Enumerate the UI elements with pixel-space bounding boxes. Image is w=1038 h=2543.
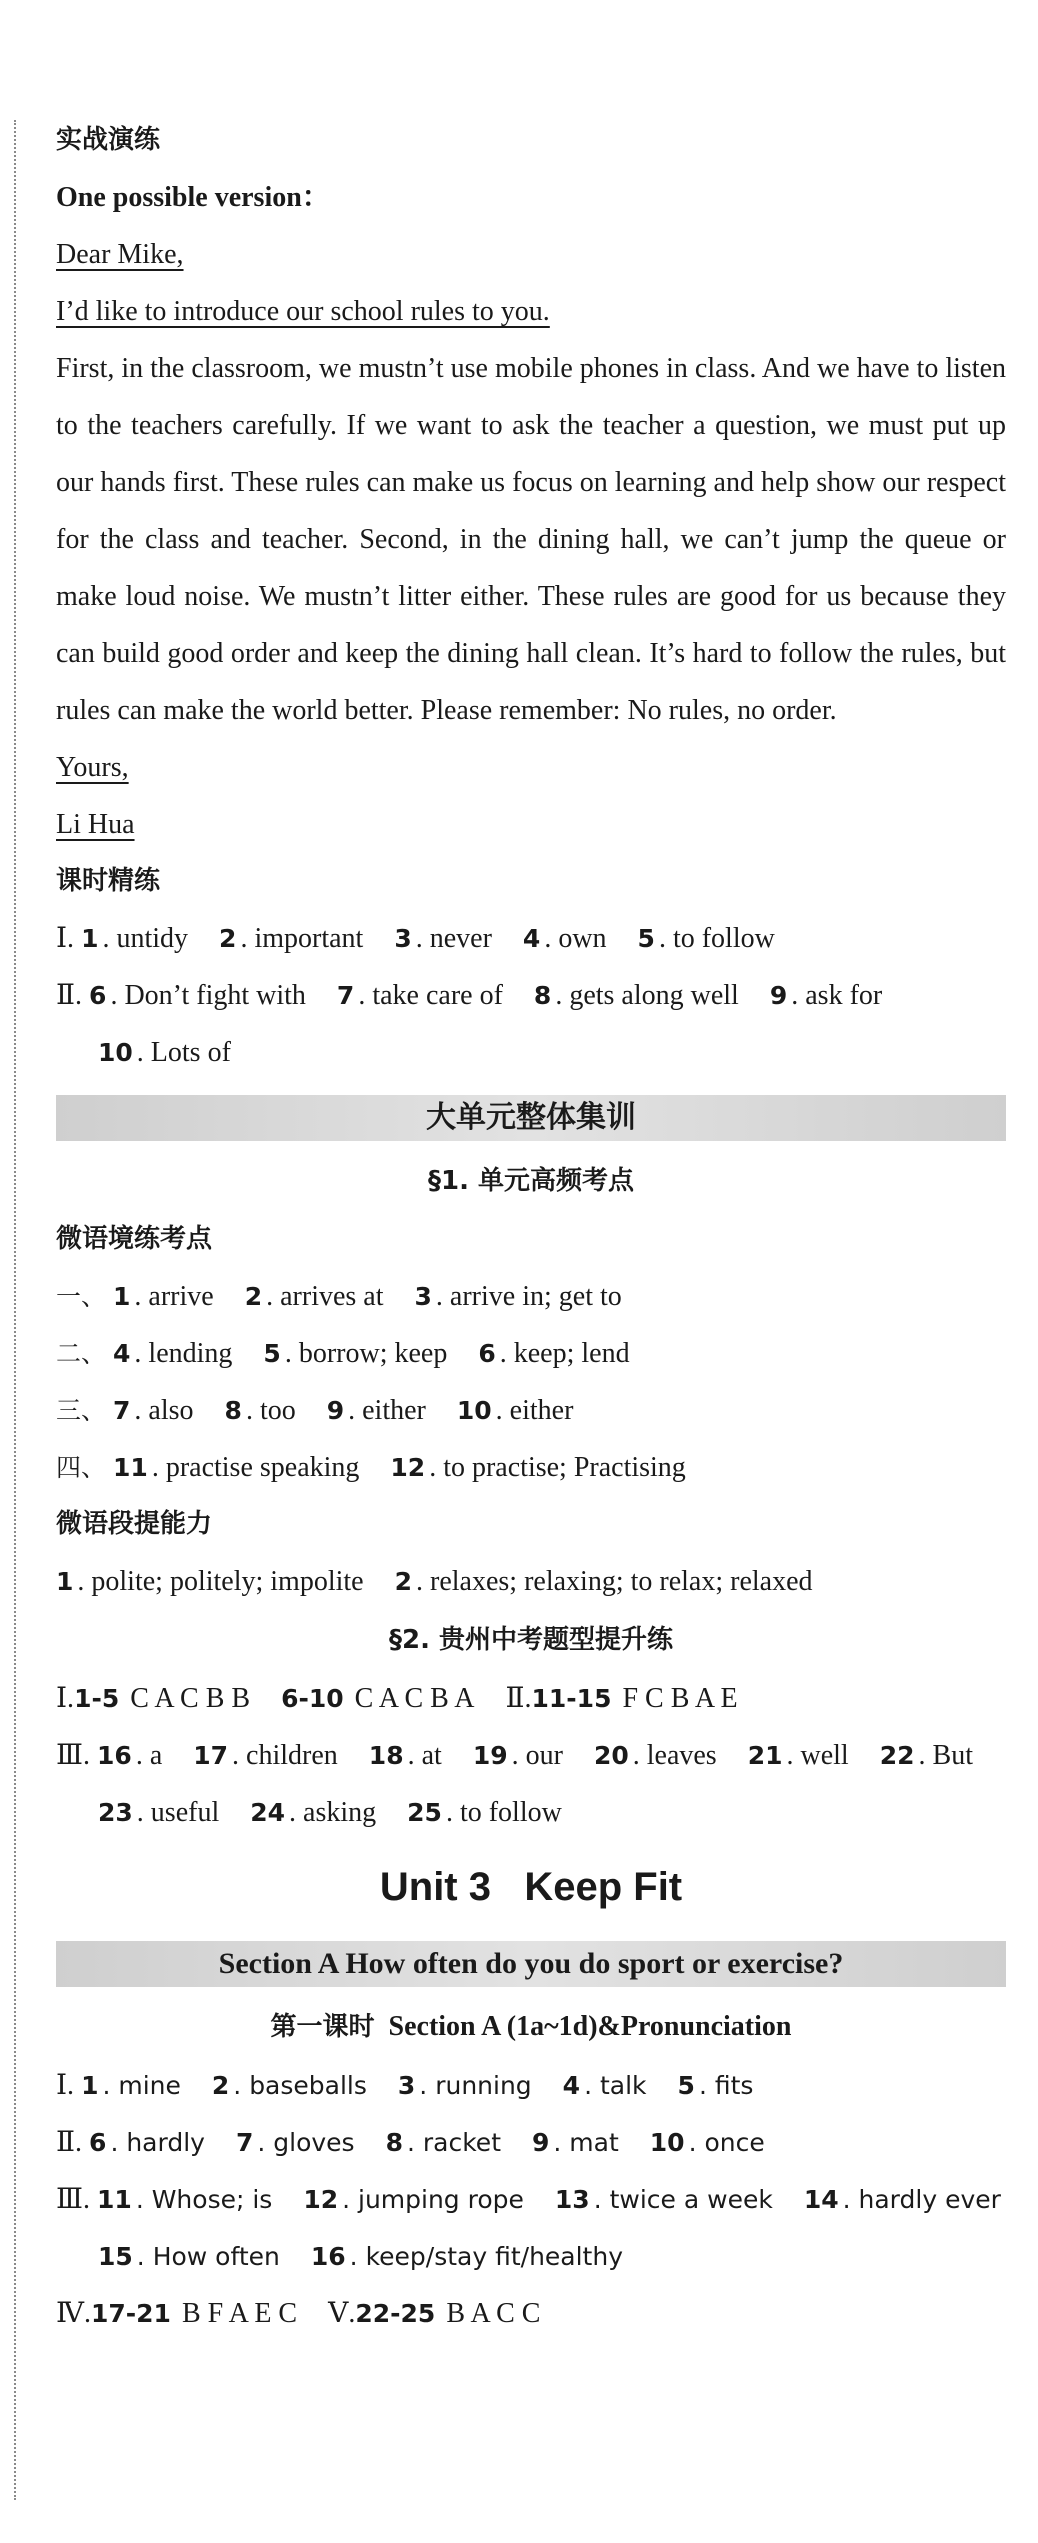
lesson-part2-cont [56,1024,1006,1081]
unit3-part2-row: Ⅱ. 6 . hardly 7 . gloves 8 . racket 9 . mat 10 . once [56,2127,765,2158]
greeting-text: Dear Mike, [56,239,184,270]
unit3-part3-row: Ⅲ. 11 . Whose; is 12 . jumping rope 13 . twice a week 14 . hardly ever [56,2184,1001,2215]
micro-row: 二、 4 . lending 5 . borrow; keep 6 . keep; lend [56,1338,630,1369]
answer-item: 3 . never [394,923,492,954]
answer-item: 1 . mine [81,2071,181,2100]
answer-item: 5 . fits [677,2071,754,2100]
margin-dotted-line [14,120,16,2500]
answer-item: 19 . our [472,1740,563,1771]
answer-item: 5 . borrow; keep [263,1338,448,1369]
answer-item: 18 . at [368,1740,442,1771]
answer-item: 7 . also [113,1395,194,1426]
signature-text: Li Hua [56,809,135,840]
answer-item: 6 . keep; lend [478,1338,630,1369]
answer-item: 17 . children [193,1740,338,1771]
answer-item: 8 . gets along well [533,980,739,1011]
sec2-title: §2. 贵州中考题型提升练 [388,1625,674,1655]
answer-item: 1 . polite; politely; impolite [56,1566,364,1597]
answer-item: 9 . either [326,1395,426,1426]
answer-item: 20 . leaves [593,1740,717,1771]
letter-greeting [56,226,1006,283]
answer-item: 8 . too [224,1395,296,1426]
answer-item: 6 . Don’t fight with [89,980,306,1011]
answer-item: 22 . But [879,1740,973,1771]
answer-item: 15 . How often [98,2242,280,2271]
letter-body: First, in the classroom, we mustn’t use mobile phones in class. And we have to listen to the teachers carefully. If we want to ask the teacher a question, we must put up our hands first. These rules can make us focus on learning and help show our respect for the class and teacher. Second, in the dining hall, we can’t jump the queue or make loud noise. We mustn’t litter either. These rules are good for us because they can build good order and keep the dining hall clean. It’s hard to follow the rules, but rules can make the world better. Please remember: No rules, no order. [56,353,1006,726]
answer-item: 12 . jumping rope [303,2185,524,2214]
unit3-part1-row: Ⅰ. 1 . mine 2 . baseballs 3 . running 4 . talk 5 . fits [56,2070,754,2101]
micro-row: 四、 11 . practise speaking 12 . to practise; Practising [56,1452,686,1483]
answer-item: 7 . gloves [235,2128,355,2157]
roman-numeral: Ⅰ. [56,923,75,954]
lesson-part1-row [56,910,1006,967]
answer-item: 16 . keep/stay fit/healthy [310,2242,623,2271]
answer-item: 13 . twice a week [554,2185,773,2214]
answer-item: 23 . useful [98,1797,220,1828]
answer-item: 11 . practise speaking [113,1452,360,1483]
answer-item: 24 . asking [250,1797,377,1828]
answer-page [56,112,1006,2342]
answer-item: 3 . arrive in; get to [414,1281,622,1312]
sec2-row-2: Ⅲ. 16 . a 17 . children 18 . at 19 . our 20 . leaves 21 . well 22 . But [56,1740,973,1771]
answer-item: 10 . Lots of [98,1037,231,1068]
answer-item: 9 . ask for [769,980,883,1011]
para-heading: 微语段提能力 [56,1509,213,1539]
answer-item: 3 . running [397,2071,532,2100]
letter-closing [56,739,1006,796]
answer-item: 12 . to practise; Practising [390,1452,686,1483]
unit3-part3-cont [56,2228,1006,2285]
answer-item: 10 . either [456,1395,574,1426]
unit-training-banner: 大单元整体集训 [56,1095,1006,1141]
answer-item: 2 . important [219,923,364,954]
answer-item: 9 . mat [532,2128,619,2157]
answer-item: 2 . baseballs [211,2071,367,2100]
micro-row: 一、 1 . arrive 2 . arrives at 3 . arrive in; get to [56,1281,622,1312]
sec2-row-1: Ⅰ.1-5 C A C B B 6-10 C A C B A Ⅱ.11-15 F C B A E [56,1683,738,1714]
answer-item: 2 . arrives at [244,1281,384,1312]
answer-item: 11 . Whose; is [97,2185,273,2214]
answer-item: 1 . arrive [113,1281,214,1312]
section-a-banner: Section A How often do you do sport or exercise? [56,1941,1006,1987]
intro-text: I’d like to introduce our school rules to you. [56,296,550,327]
answer-item: 2 . relaxes; relaxing; to relax; relaxed [394,1566,813,1597]
answer-item: 6 . hardly [89,2128,205,2157]
unit3-title: Unit 3 Keep Fit [379,1865,683,1909]
para-row [56,1553,1006,1610]
letter-intro [56,283,1006,340]
answer-item: 1 . untidy [81,923,189,954]
sec2-row-3 [56,1784,1006,1841]
sec1-title: §1. 单元高频考点 [427,1166,635,1196]
unit3-part4-row: Ⅳ.17-21 B F A E C Ⅴ.22-25 B A C C [56,2298,541,2329]
practice-heading: 实战演练 [56,125,161,155]
version-label: One possible version： [56,182,330,213]
answer-item: 8 . racket [385,2128,501,2157]
lesson-part2-row [56,967,1006,1024]
micro-heading: 微语境练考点 [56,1224,213,1254]
answer-item: 14 . hardly ever [803,2185,1001,2214]
closing-text: Yours, [56,752,129,783]
answer-item: 4 . lending [113,1338,233,1369]
letter-signature [56,796,1006,853]
lesson-practice-heading: 课时精练 [56,866,161,896]
answer-item: 21 . well [747,1740,849,1771]
answer-item: 4 . talk [562,2071,647,2100]
answer-item: 16 . a [97,1740,163,1771]
answer-item: 4 . own [522,923,607,954]
micro-row: 三、 7 . also 8 . too 9 . either 10 . either [56,1395,574,1426]
answer-item: 5 . to follow [637,923,775,954]
lesson-title: 第一课时 Section A (1a~1d)&Pronunciation [270,2011,792,2042]
answer-item: 7 . take care of [336,980,503,1011]
answer-item: 25 . to follow [407,1797,562,1828]
roman-numeral: Ⅱ. [56,980,83,1011]
answer-item: 10 . once [649,2128,765,2157]
